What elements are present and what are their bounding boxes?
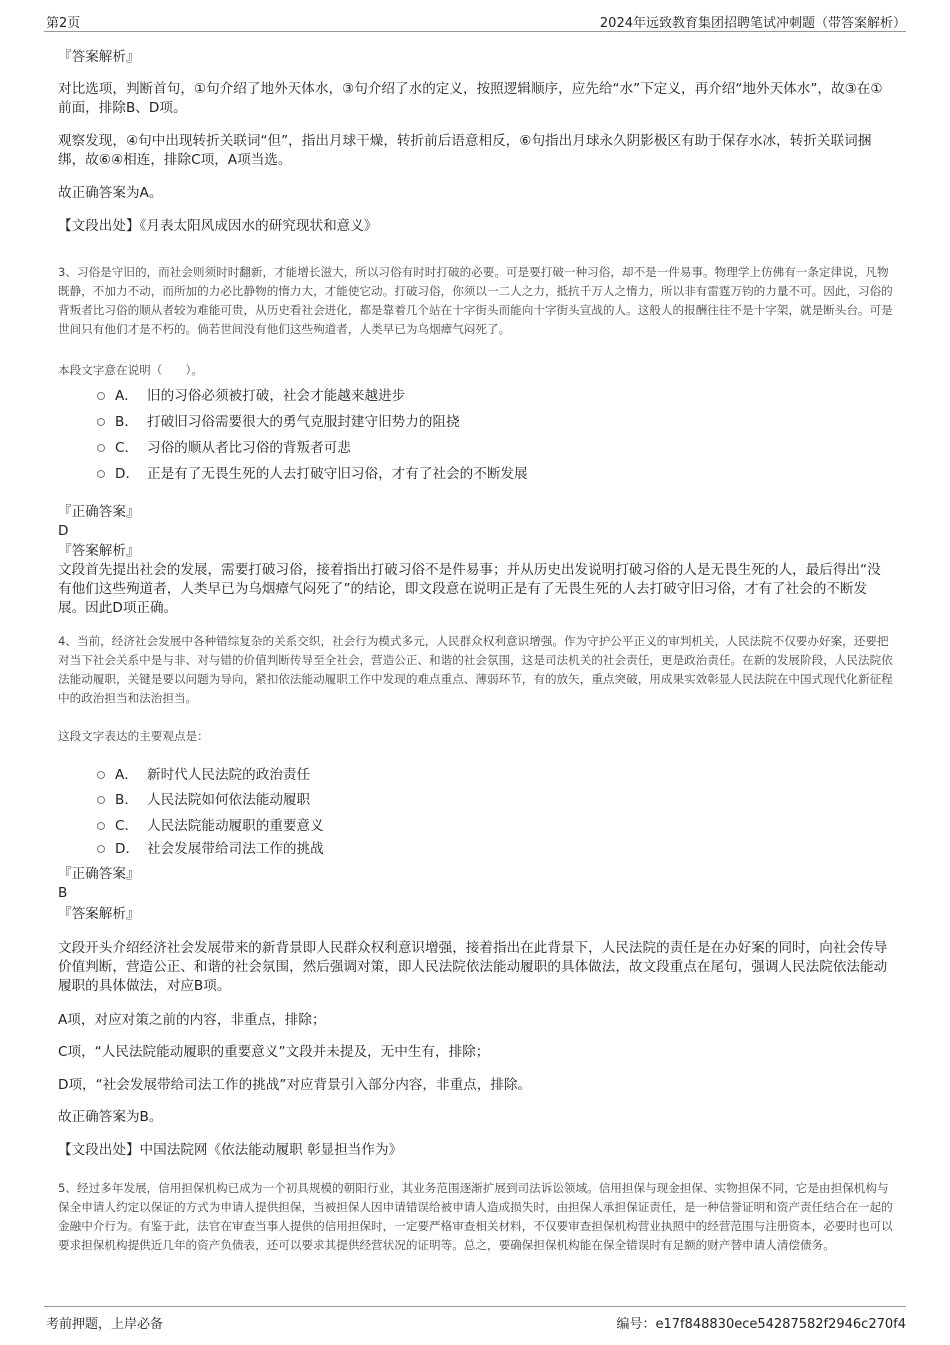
question-stem: 4、当前，经济社会发展中各种错综复杂的关系交织，社会行为模式多元，人民群众权利意识增强。作为守护公平正义的审判机关，人民法院不仅要办好案，还要把对当下社会关系中是与非、对与错的价值判断传导至全社会，营造公正、和谐的社会氛围，这是司法机关的社会责任，更是政治责任。在新的发展阶段，人民法院依法能动履职，关键是要以问题为导向，紧扣依法能动履职工作中发现的难点重点、薄弱环节，有的放矢，重点突破，用成果实效彰显人民法院在中国式现代化新征程中的政治担当和法治担当。 [58,634,893,705]
analysis-paragraph: 观察发现，④句中出现转折关联词“但”，指出月球干燥，转折前后语意相反，⑥句指出月球永久阴影极区有助于保存水冰，转折关联词捆绑，故⑥④相连，排除C项，A项当选。 [58,133,872,168]
option-c[interactable] [97,814,324,834]
radio-icon[interactable] [97,444,105,452]
option-text: 旧的习俗必须被打破，社会才能越来越进步 [147,388,406,404]
correct-answer: D [58,523,69,539]
option-text: 习俗的顺从者比习俗的背叛者可悲 [147,440,351,456]
answer-label: 『正确答案』 [58,866,140,882]
radio-icon[interactable] [97,392,105,400]
correct-answer: B [58,885,68,901]
radio-icon[interactable] [97,418,105,426]
header-divider [44,31,906,32]
radio-icon[interactable] [97,845,105,853]
analysis-paragraph: 文段首先提出社会的发展，需要打破习俗，接着指出打破习俗不是件易事；并从历史出发说明打破习俗的人是无畏生死的人，最后得出“没有他们这些殉道者，人类早已为乌烟瘴气闷死了”的结论，即文段意在说明正是有了无畏生死的人去打破守旧习俗，才有了社会的不断发展。因此D项正确。 [58,562,881,616]
option-b[interactable] [97,788,310,808]
option-c[interactable] [97,436,351,456]
option-letter: D． [115,841,140,857]
question-stem: 3、习俗是守旧的，而社会则须时时翻新，才能增长滋大，所以习俗有时时打破的必要。可是要打破一种习俗，却不是一件易事。物理学上仿佛有一条定律说，凡物既静，不加力不动，而所加的力必比静物的惰力大，才能使它动。打破习俗，你须以一二人之力，抵抗千万人之惰力，所以非有雷霆万钧的力量不可。因此，习俗的背叛者比习俗的顺从者较为难能可贵，从历史看社会进化，都是靠着几个站在十字街头而能向十字街头宣战的人。这般人的报酬往往不是十字架，就是断头台。可是世间只有他们才是不朽的。倘若世间没有他们这些殉道者，人类早已为乌烟瘴气闷死了。 [58,265,893,336]
analysis-label: 『答案解析』 [58,543,140,559]
analysis-paragraph: 对比选项，判断首句，①句介绍了地外天体水，③句介绍了水的定义，按照逻辑顺序，应先给“水”下定义，再介绍“地外天体水”，故③在①前面，排除B、D项。 [58,81,883,116]
option-letter: A． [115,767,138,783]
source-citation: 【文段出处】中国法院网《依法能动履职 彰显担当作为》 [58,1142,403,1158]
analysis-label: 『答案解析』 [58,49,140,65]
radio-icon[interactable] [97,771,105,779]
option-d[interactable] [97,462,528,482]
conclusion: 故正确答案为A。 [58,185,163,201]
analysis-label: 『答案解析』 [58,906,140,922]
option-text: 打破旧习俗需要很大的勇气克服封建守旧势力的阻挠 [147,414,460,430]
option-letter: D． [115,466,140,482]
option-letter: B． [115,414,138,430]
option-a[interactable] [97,763,310,783]
option-letter: B． [115,792,138,808]
radio-icon[interactable] [97,796,105,804]
question-stem: 5、经过多年发展，信用担保机构已成为一个初具规模的朝阳行业，其业务范围逐渐扩展到司法诉讼领域。信用担保与现金担保、实物担保不同，它是由担保机构与保全申请人约定以保证的方式为申请人提供担保，当被担保人因申请错误给被申请人造成损失时，由担保人承担保证责任，是一种信誉证明和资产责任结合在一起的金融中介行为。有鉴于此，法官在审查当事人提供的信用担保时，一定要严格审查相关材料，不仅要审查担保机构营业执照中的经营范围与注册资本，必要时也可以要求担保机构提供近几年的资产负债表，还可以要求其提供经营状况的证明等。总之，要确保担保机构能在保全错误时有足额的财产替申请人清偿债务。 [58,1181,893,1252]
question-prompt: 本段文字意在说明（ ）。 [58,363,203,377]
document-id: 编号：e17f848830ece54287582f2946c270f4 [616,1317,906,1332]
option-letter: C． [115,818,139,834]
radio-icon[interactable] [97,822,105,830]
document-title: 2024年远致教育集团招聘笔试冲刺题（带答案解析） [599,16,906,31]
analysis-paragraph: 文段开头介绍经济社会发展带来的新背景即人民群众权利意识增强，接着指出在此背景下，人民法院的责任是在办好案的同时，向社会传导价值判断，营造公正、和谐的社会氛围，然后强调对策，即人民法院依法能动履职的具体做法，故文段重点在尾句，强调人民法院依法能动履职的具体做法，对应B项。 [58,940,888,994]
option-letter: A． [115,388,138,404]
option-text: 人民法院能动履职的重要意义 [147,818,324,834]
option-d[interactable] [97,837,324,857]
answer-label: 『正确答案』 [58,504,140,520]
option-c-note: C项，“人民法院能动履职的重要意义”文段并未提及，无中生有，排除； [58,1044,490,1060]
option-d-note: D项，“社会发展带给司法工作的挑战”对应背景引入部分内容，非重点，排除。 [58,1077,532,1093]
option-b[interactable] [97,410,460,430]
page-number: 第2页 [46,16,81,31]
footer-slogan: 考前押题，上岸必备 [46,1317,164,1332]
option-a-note: A项，对应对策之前的内容，非重点，排除； [58,1012,326,1028]
option-text: 正是有了无畏生死的人去打破守旧习俗，才有了社会的不断发展 [147,466,528,482]
source-citation: 【文段出处】《月表太阳风成因水的研究现状和意义》 [58,218,378,234]
radio-icon[interactable] [97,470,105,478]
option-text: 新时代人民法院的政治责任 [147,767,311,783]
option-a[interactable] [97,384,405,404]
footer-divider [44,1306,906,1307]
conclusion: 故正确答案为B。 [58,1109,163,1125]
option-letter: C． [115,440,139,456]
question-prompt: 这段文字表达的主要观点是： [58,729,209,743]
option-text: 社会发展带给司法工作的挑战 [147,841,324,857]
option-text: 人民法院如何依法能动履职 [147,792,311,808]
